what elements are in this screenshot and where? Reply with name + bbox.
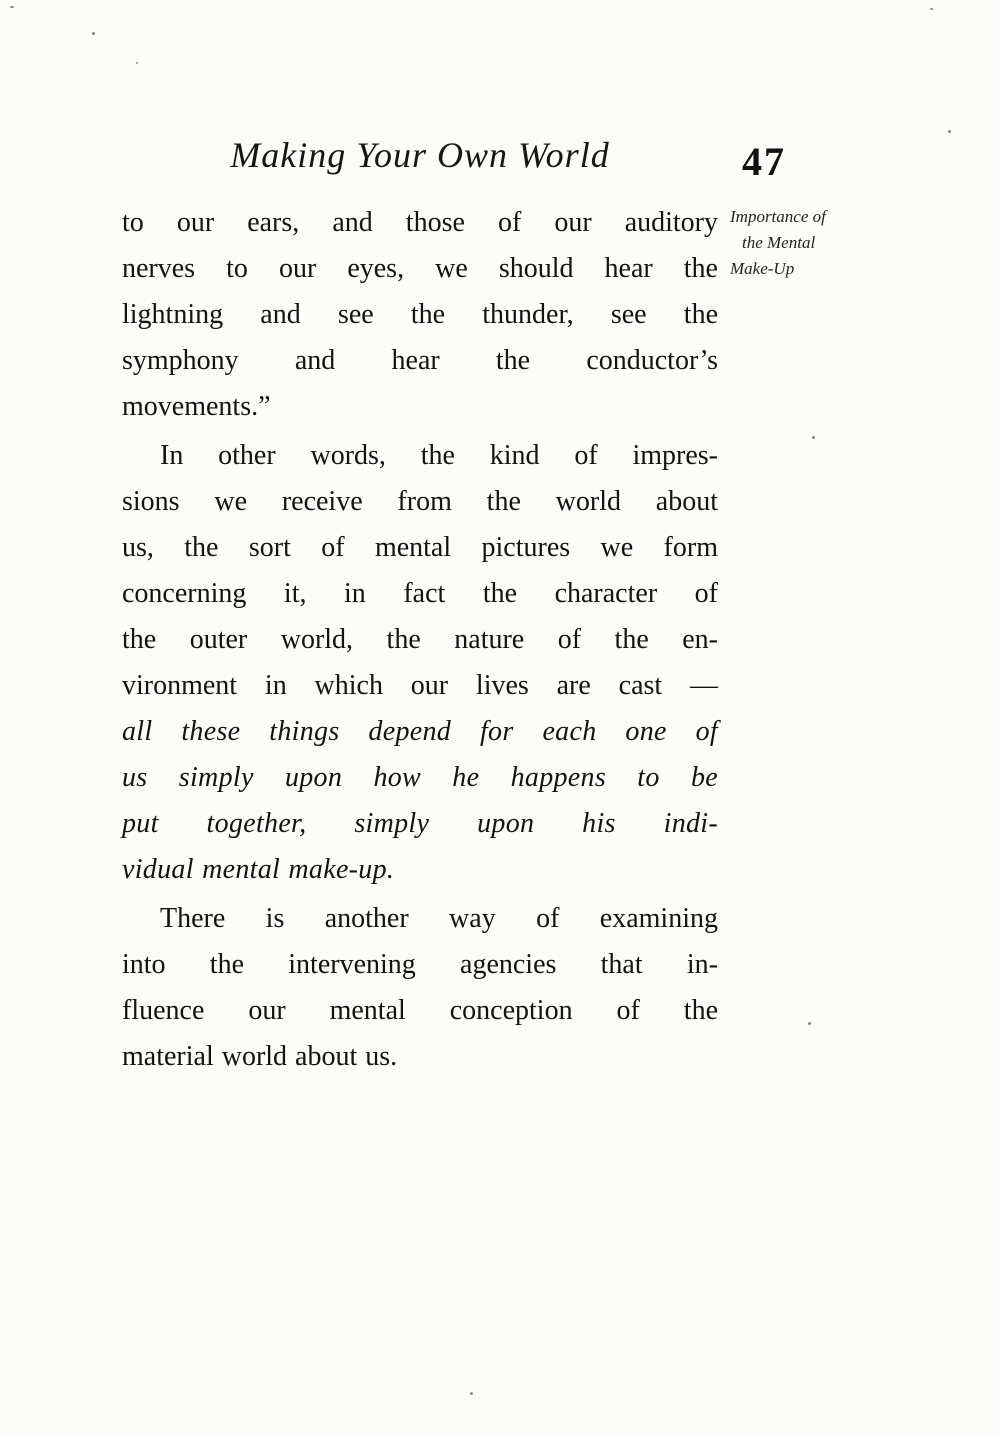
body-text-line: nerves to our eyes, we should hear the xyxy=(122,253,718,284)
scan-speck xyxy=(812,436,815,439)
margin-note-line: Make-Up xyxy=(730,259,795,278)
scan-speck xyxy=(10,6,14,8)
margin-note xyxy=(730,204,910,282)
scan-speck xyxy=(948,130,951,133)
scan-speck xyxy=(470,1392,473,1395)
body-text-line: fluence our mental conception of the xyxy=(122,995,718,1026)
body-text-line: into the intervening agencies that in- xyxy=(122,949,718,980)
body-text-line-emphasis: us simply upon how he happens to be xyxy=(122,762,718,793)
body-text-line: symphony and hear the conductor’s xyxy=(122,345,718,376)
body-text-line: In other words, the kind of impres- xyxy=(160,440,718,471)
body-text-column xyxy=(122,200,718,1080)
body-text-line: us, the sort of mental pictures we form xyxy=(122,532,718,563)
body-text-line: lightning and see the thunder, see the xyxy=(122,299,718,330)
body-text-line-emphasis: vidual mental make-up. xyxy=(122,854,395,885)
body-text-line-emphasis: put together, simply upon his indi- xyxy=(122,808,718,839)
body-text-line: material world about us. xyxy=(122,1041,398,1072)
body-text-line: sions we receive from the world about xyxy=(122,486,718,517)
margin-note-line: the Mental xyxy=(742,233,816,252)
body-text-line: to our ears, and those of our auditory xyxy=(122,207,718,238)
running-head-title: Making Your Own World xyxy=(230,135,610,175)
scan-speck xyxy=(808,1022,811,1025)
margin-note-line: Importance of xyxy=(730,207,826,226)
body-text-line: the outer world, the nature of the en- xyxy=(122,624,718,655)
page-number: 47 xyxy=(742,139,786,184)
scan-speck xyxy=(930,8,933,10)
scan-speck xyxy=(136,62,138,64)
body-text-line: concerning it, in fact the character of xyxy=(122,578,718,609)
body-text-line: There is another way of examining xyxy=(160,903,718,934)
body-text-line-emphasis: all these things depend for each one of xyxy=(122,716,718,747)
body-text-line: movements.” xyxy=(122,391,271,422)
body-text-line: vironment in which our lives are cast — xyxy=(122,670,718,701)
scan-speck xyxy=(92,32,95,35)
